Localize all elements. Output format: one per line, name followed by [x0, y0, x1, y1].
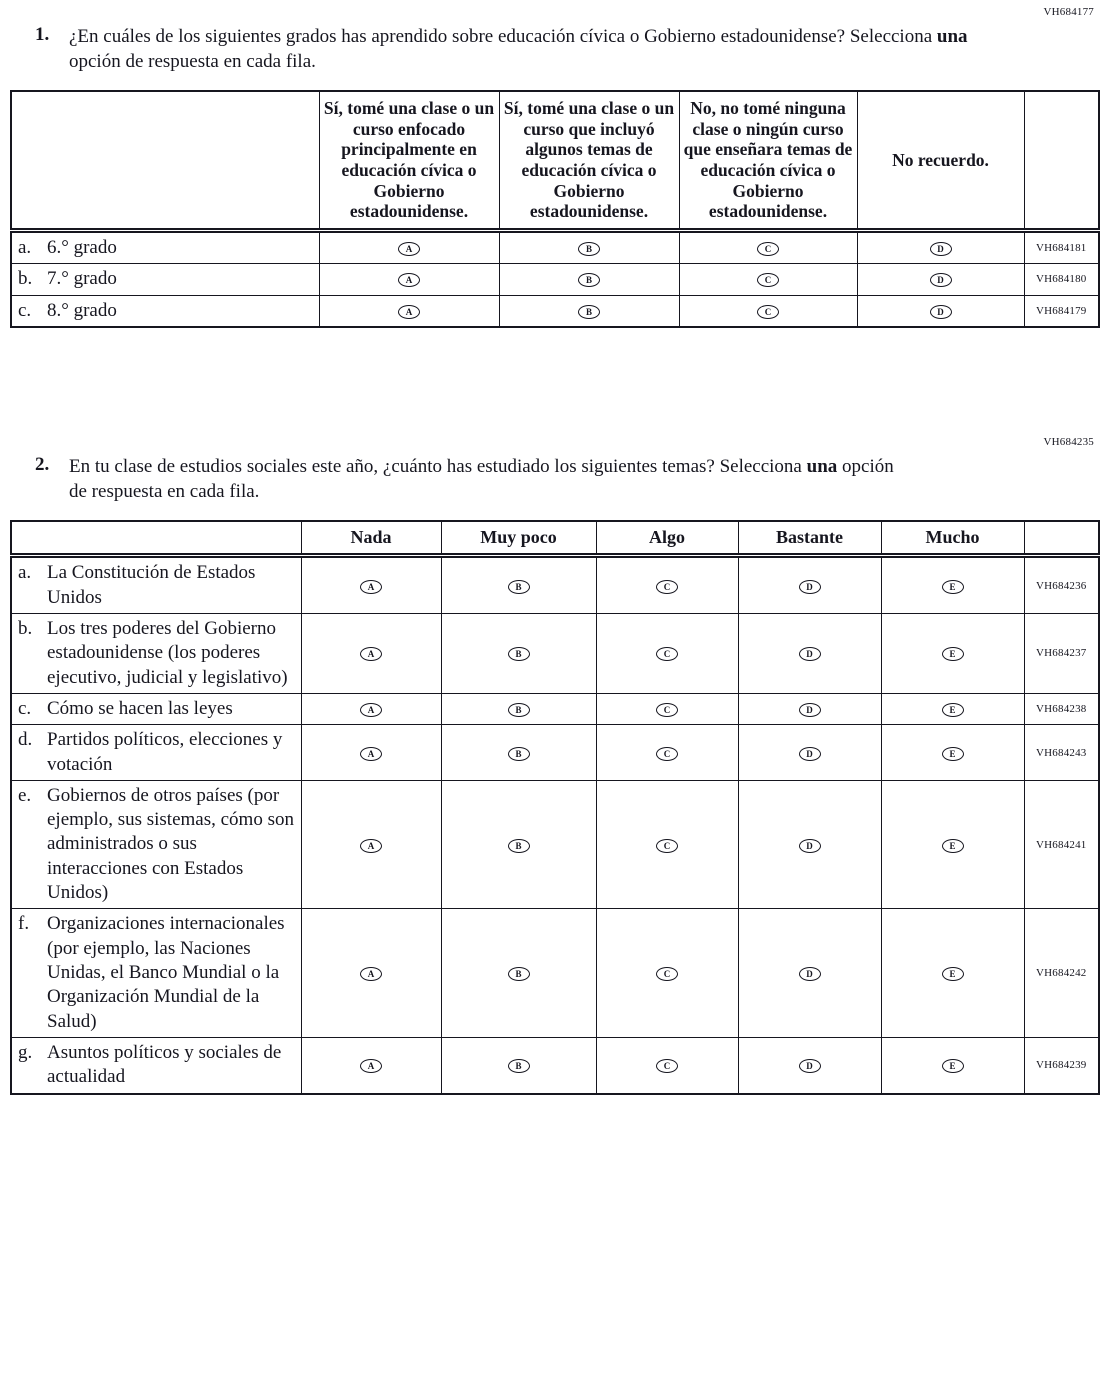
q1-header-empty: [11, 91, 319, 230]
row-letter: d.: [18, 729, 33, 751]
answer-bubble-c[interactable]: C: [656, 967, 678, 981]
answer-bubble-c[interactable]: C: [656, 1059, 678, 1073]
answer-bubble-d[interactable]: D: [930, 305, 952, 319]
answer-bubble-b[interactable]: B: [508, 1059, 530, 1073]
row-letter: f.: [18, 913, 30, 935]
answer-bubble-d[interactable]: D: [799, 703, 821, 717]
q2-row-d-label: [11, 725, 301, 781]
answer-bubble-e[interactable]: E: [942, 1059, 964, 1073]
question-2-text-bold: una: [806, 455, 838, 477]
row-label: Organizaciones internacionales (por ejemplo, las Naciones Unidas, el Banco Mundial o la Organización Mundial de la Salud): [47, 913, 285, 1032]
row-label: Gobiernos de otros países (por ejemplo, sus sistemas, cómo son administrados o sus interacciones con Estados Unidos): [47, 784, 294, 904]
row-label: La Constitución de Estados Unidos: [47, 562, 256, 608]
q1-header-col-d: No recuerdo.: [857, 91, 1024, 230]
row-letter: g.: [18, 1041, 33, 1063]
q2-row-g-label: [11, 1037, 301, 1093]
row-label: Cómo se hacen las leyes: [47, 697, 233, 719]
q1-header-row: [11, 91, 1099, 230]
row-letter: a.: [18, 237, 32, 258]
answer-bubble-d[interactable]: D: [799, 580, 821, 594]
q2-header-algo: Algo: [596, 521, 738, 556]
row-label: Asuntos políticos y sociales de actualidad: [47, 1041, 282, 1088]
table-row: [11, 295, 1099, 327]
answer-bubble-c[interactable]: C: [757, 242, 779, 256]
question-1-number: 1.: [35, 24, 50, 45]
answer-bubble-e[interactable]: E: [942, 580, 964, 594]
answer-bubble-a[interactable]: A: [398, 305, 420, 319]
row-code: VH684239: [1024, 1037, 1099, 1093]
row-code: VH684238: [1024, 693, 1099, 724]
form-code-top: VH684177: [1043, 6, 1094, 18]
answer-bubble-c[interactable]: C: [656, 647, 678, 661]
row-code: VH684237: [1024, 613, 1099, 693]
table-row: [11, 1037, 1099, 1093]
answer-bubble-d[interactable]: D: [930, 273, 952, 287]
question-2-table: [10, 520, 1100, 1094]
answer-bubble-b[interactable]: B: [508, 647, 530, 661]
answer-bubble-e[interactable]: E: [942, 647, 964, 661]
answer-bubble-e[interactable]: E: [942, 839, 964, 853]
row-code: VH684241: [1024, 780, 1099, 909]
row-letter: b.: [18, 268, 33, 290]
answer-bubble-d[interactable]: D: [930, 242, 952, 256]
q1-header-col-a: Sí, tomé una clase o un curso enfocado principalmente en educación cívica o Gobierno estadounidense.: [319, 91, 499, 230]
answer-bubble-d[interactable]: D: [799, 647, 821, 661]
answer-bubble-b[interactable]: B: [508, 747, 530, 761]
q2-row-f-label: [11, 909, 301, 1038]
answer-bubble-a[interactable]: A: [360, 647, 382, 661]
row-label: Los tres poderes del Gobierno estadounidense (los poderes ejecutivo, judicial y legislativo): [47, 617, 288, 688]
answer-bubble-a[interactable]: A: [360, 839, 382, 853]
answer-bubble-c[interactable]: C: [656, 703, 678, 717]
q2-header-bastante: Bastante: [738, 521, 881, 556]
question-2-text: [69, 454, 914, 504]
answer-bubble-a[interactable]: A: [360, 747, 382, 761]
q1-row-b-label: [11, 264, 319, 295]
answer-bubble-d[interactable]: D: [799, 1059, 821, 1073]
q2-row-a-label: [11, 556, 301, 614]
row-code: VH684243: [1024, 725, 1099, 781]
row-code: VH684179: [1024, 295, 1099, 327]
answer-bubble-c[interactable]: C: [656, 839, 678, 853]
q1-row-a-label: [11, 231, 319, 264]
answer-bubble-d[interactable]: D: [799, 747, 821, 761]
answer-bubble-e[interactable]: E: [942, 703, 964, 717]
row-letter: b.: [18, 617, 33, 639]
table-row: [11, 264, 1099, 295]
row-letter: a.: [18, 562, 32, 584]
answer-bubble-b[interactable]: B: [578, 242, 600, 256]
q2-header-empty: [11, 521, 301, 556]
answer-bubble-a[interactable]: A: [360, 967, 382, 981]
row-letter: c.: [18, 697, 32, 719]
table-row: [11, 693, 1099, 724]
row-label: 7.° grado: [47, 268, 117, 290]
row-letter: c.: [18, 299, 32, 321]
answer-bubble-b[interactable]: B: [508, 839, 530, 853]
row-letter: e.: [18, 784, 32, 806]
table-row: [11, 780, 1099, 909]
row-code: VH684242: [1024, 909, 1099, 1038]
table-row: [11, 909, 1099, 1038]
row-label: Partidos políticos, elecciones y votación: [47, 729, 283, 775]
answer-bubble-b[interactable]: B: [508, 580, 530, 594]
answer-bubble-a[interactable]: A: [360, 1059, 382, 1073]
table-row: [11, 725, 1099, 781]
answer-bubble-b[interactable]: B: [578, 273, 600, 287]
question-2-text-after: opción de respuesta en cada fila.: [69, 455, 894, 503]
question-1-text-before: ¿En cuáles de los siguientes grados has aprendido sobre educación cívica o Gobierno estadounidense? Selecciona: [69, 26, 937, 47]
answer-bubble-c[interactable]: C: [656, 747, 678, 761]
q1-header-col-b: Sí, tomé una clase o un curso que incluyó algunos temas de educación cívica o Gobierno estadounidense.: [499, 91, 679, 230]
form-code-mid: VH684235: [1043, 435, 1094, 448]
answer-bubble-e[interactable]: E: [942, 967, 964, 981]
q1-row-c-label: [11, 295, 319, 327]
q2-header-mucho: Mucho: [881, 521, 1024, 556]
q2-header-code-empty: [1024, 521, 1099, 556]
answer-bubble-b[interactable]: B: [578, 305, 600, 319]
question-2-number: 2.: [35, 453, 50, 475]
row-code: VH684236: [1024, 556, 1099, 614]
answer-bubble-a[interactable]: A: [360, 703, 382, 717]
answer-bubble-b[interactable]: B: [508, 703, 530, 717]
table-row: [11, 231, 1099, 264]
answer-bubble-c[interactable]: C: [757, 273, 779, 287]
question-1: [35, 24, 1098, 74]
answer-bubble-c[interactable]: C: [757, 305, 779, 319]
q2-row-c-label: [11, 693, 301, 724]
q1-header-code-empty: [1024, 91, 1099, 230]
answer-bubble-d[interactable]: D: [799, 839, 821, 853]
q2-row-b-label: [11, 613, 301, 693]
answer-bubble-a[interactable]: A: [360, 580, 382, 594]
question-1-table: [10, 90, 1100, 328]
q2-row-e-label: [11, 780, 301, 909]
question-2-text-before: En tu clase de estudios sociales este año, ¿cuánto has estudiado los siguientes temas? Selecciona: [69, 455, 807, 477]
row-label: 8.° grado: [47, 299, 117, 321]
q2-header-muy-poco: Muy poco: [441, 521, 596, 556]
answer-bubble-e[interactable]: E: [942, 747, 964, 761]
q2-header-row: [11, 521, 1099, 556]
q2-header-nada: Nada: [301, 521, 441, 556]
row-label: 6.° grado: [47, 237, 117, 258]
table-row: [11, 613, 1099, 693]
answer-bubble-d[interactable]: D: [799, 967, 821, 981]
question-1-text: [69, 24, 974, 74]
q1-header-col-c: No, no tomé ninguna clase o ningún curso que enseñara temas de educación cívica o Gobierno estadounidense.: [679, 91, 857, 230]
question-2: [35, 454, 1098, 504]
row-code: VH684180: [1024, 264, 1099, 295]
answer-bubble-b[interactable]: B: [508, 967, 530, 981]
table-row: [11, 556, 1099, 614]
answer-bubble-a[interactable]: A: [398, 273, 420, 287]
row-code: VH684181: [1024, 231, 1099, 264]
answer-bubble-c[interactable]: C: [656, 580, 678, 594]
answer-bubble-a[interactable]: A: [398, 242, 420, 256]
question-1-text-after: opción de respuesta en cada fila.: [69, 51, 316, 73]
question-1-text-bold: una: [936, 26, 968, 47]
